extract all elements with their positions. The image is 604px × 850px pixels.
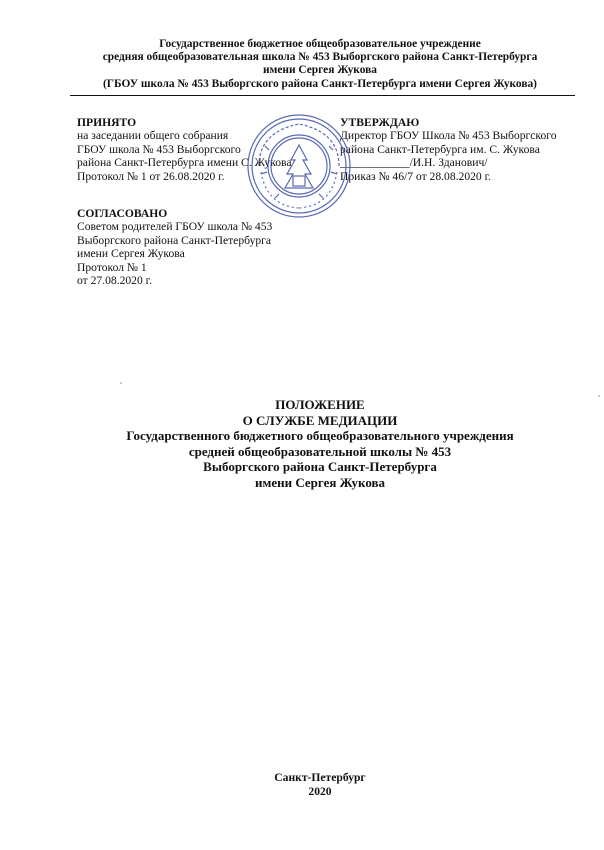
accepted-line: ГБОУ школа № 453 Выборгского <box>77 142 241 156</box>
approved-line: района Санкт-Петербурга им. С. Жукова <box>340 142 540 156</box>
agreed-line: Советом родителей ГБОУ школа № 453 <box>77 220 273 234</box>
header-line: Государственное бюджетное общеобразовательное учреждение <box>159 38 481 50</box>
organization-header <box>60 38 580 91</box>
accepted-line: района Санкт-Петербурга имени С. Жукова <box>77 156 292 170</box>
agreed-block <box>77 207 337 287</box>
accepted-title: ПРИНЯТО <box>77 116 137 129</box>
official-seal-icon <box>245 112 353 220</box>
document-title-line: ПОЛОЖЕНИЕ <box>275 397 365 412</box>
approved-block <box>340 116 590 183</box>
header-line: средняя общеобразовательная школа № 453 Выборгского района Санкт-Петербурга <box>102 51 538 64</box>
approved-signature-line: ____________/И.Н. Зданович/ <box>340 156 488 170</box>
document-footer <box>220 771 420 799</box>
document-title-line: Выборгского района Санкт-Петербурга <box>203 459 437 475</box>
approved-title: УТВЕРЖДАЮ <box>340 116 420 129</box>
document-title-line: имени Сергея Жукова <box>254 474 386 490</box>
agreed-line: от 27.08.2020 г. <box>77 274 153 288</box>
header-line: (ГБОУ школа № 453 Выборгского района Санкт-Петербурга имени Сергея Жукова) <box>103 77 537 90</box>
agreed-line: имени Сергея Жукова <box>77 247 185 261</box>
footer-city: Санкт-Петербург <box>274 771 366 784</box>
header-divider <box>70 95 575 96</box>
accepted-line: Протокол № 1 от 26.08.2020 г. <box>77 169 225 183</box>
agreed-title: СОГЛАСОВАНО <box>77 207 168 220</box>
scan-speck <box>120 382 122 384</box>
agreed-line: Выборгского района Санкт-Петербурга <box>77 233 272 247</box>
footer-year: 2020 <box>308 785 332 798</box>
document-title-line: средней общеобразовательной школы № 453 <box>188 443 452 459</box>
document-title-line: Государственного бюджетного общеобразовательного учреждения <box>126 428 514 444</box>
seal-graphic <box>245 112 353 220</box>
approved-line: Директор ГБОУ Школа № 453 Выборгского <box>340 129 557 143</box>
accepted-line: на заседании общего собрания <box>77 129 229 143</box>
document-title-line: О СЛУЖБЕ МЕДИАЦИИ <box>242 412 398 428</box>
document-title <box>40 397 600 491</box>
approved-line: Приказ № 46/7 от 28.08.2020 г. <box>340 169 491 183</box>
agreed-line: Протокол № 1 <box>77 260 147 274</box>
header-line: имени Сергея Жукова <box>263 64 377 77</box>
